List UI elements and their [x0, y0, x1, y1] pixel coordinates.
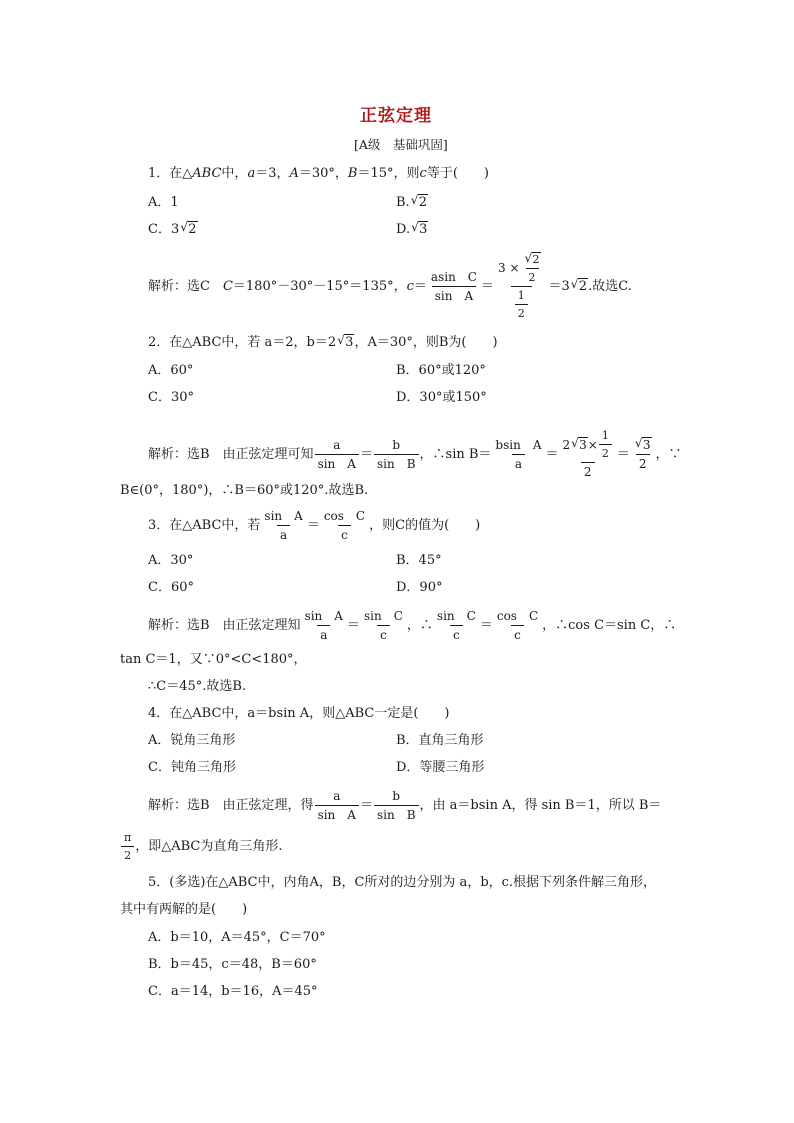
q3-solution: 解析：选B 由正弦定理知 $\frac{\text{sin A}}{a}$ ＝ $\frac{\text{sin C}}{c}$ ，∴ $\frac{\text{sin C}}{c}$ ＝ $\frac{\text{cos C}}{c}$ ，∴cos C＝sin C，∴ [148, 608, 677, 642]
question-5-stem-line-2: 其中有两解的是( ) [120, 902, 248, 917]
q4-solution: 解析：选B 由正弦定理，得 $\frac{a}{\text{sin A}}$ ＝ $\frac{b}{\text{sin B}}$ ，由 a＝bsin A，得 sin B＝1，所以 B＝ [148, 788, 662, 822]
q1-option-a: A．1 [148, 195, 179, 210]
q3-option-d: D．90° [396, 580, 443, 595]
q4-option-d: D．等腰三角形 [396, 760, 485, 775]
q5-option-b: B．b＝45，c＝48，B＝60° [148, 957, 317, 972]
question-1-stem: 1．在△ABC中，a＝3，A＝30°，B＝15°，则c等于( ) [148, 166, 489, 181]
q1-option-c: C．3 √ 2 [148, 220, 197, 237]
q5-option-c: C．a＝14，b＝16，A＝45° [148, 984, 318, 999]
q3-solution-line-2: tan C＝1，又∵0°<C<180°， [120, 652, 307, 667]
q4-solution-line-2: $\frac{\pi}{2}$ ，即△ABC为直角三角形. [120, 828, 283, 864]
q2-option-b: B．60°或120° [396, 363, 486, 378]
q2-option-d: D．30°或150° [396, 390, 487, 405]
question-5-stem: 5．(多选)在△ABC中，内角A，B，C所对的边分别为 a，b，c.根据下列条件解三角形， [148, 875, 657, 890]
question-2-stem: 2．在△ABC中，若 a＝2，b＝2 √ 3，A＝30°，则B为( ) [148, 333, 498, 350]
q2-solution: 解析：选B 由正弦定理可知 $\frac{a}{\text{sin A}}$ ＝ $\frac{b}{\text{sin B}}$ ，∴sin B＝ $\frac{\text{bsin A}}{a}$ ＝ 2 √ 3 × $\frac{1}{2}$ 2 ＝ √ 3 2 ，∵ [148, 429, 682, 479]
q2-solution-line-2: B∈(0°，180°)，∴B＝60°或120°.故选B. [120, 483, 369, 498]
q3-option-a: A．30° [148, 553, 194, 568]
question-4-stem: 4．在△ABC中，a＝bsin A，则△ABC一定是( ) [148, 706, 450, 721]
q3-option-c: C．60° [148, 580, 194, 595]
q4-option-c: C．钝角三角形 [148, 760, 236, 775]
question-3-stem: 3．在△ABC中，若 $\frac{\text{sin A}}{a}$ ＝ $\frac{\text{cos C}}{c}$ ，则C的值为( ) [148, 508, 481, 542]
q3-option-b: B．45° [396, 553, 442, 568]
q4-option-a: A．锐角三角形 [148, 733, 236, 748]
q1-option-d: D. √ 3 [396, 220, 428, 237]
q2-option-a: A．60° [148, 363, 194, 378]
q5-option-a: A．b＝10，A＝45°，C＝70° [148, 930, 326, 945]
section-heading: [A级 基础巩固] [354, 137, 448, 152]
q3-solution-line-3: ∴C＝45°.故选B. [148, 679, 247, 694]
q1-solution: 解析：选C C ＝180°－30°－15°＝135°， c ＝ $\frac{\text{asin C}}{\text{sin A}}$ ＝ 3 × √ 2 2 $\frac{1}{2}$ ＝3 √ 2 .故选C. [148, 250, 632, 320]
q1-option-b: B. √ 2 [396, 193, 427, 210]
q2-option-c: C．30° [148, 390, 194, 405]
q4-option-b: B．直角三角形 [396, 733, 484, 748]
page-title: 正弦定理 [360, 106, 432, 126]
